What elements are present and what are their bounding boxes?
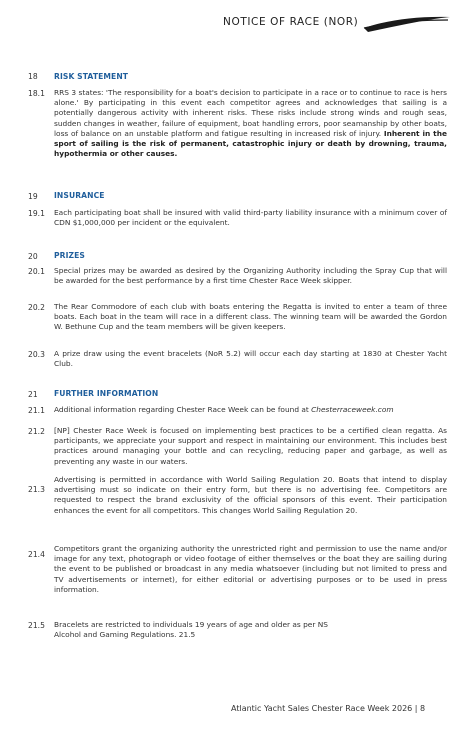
clause-text-18-1 [54, 88, 447, 159]
clause-number: 20.3 [28, 350, 45, 359]
clause-number: 18.1 [28, 89, 45, 98]
section-heading-prizes: PRIZES [54, 251, 86, 260]
clause-text-21-5 [54, 620, 447, 640]
page-footer: Atlantic Yacht Sales Chester Race Week 2026 | 8 [231, 704, 426, 713]
clause-text-plain: Additional information regarding Chester Race Week can be found at [54, 405, 312, 414]
clause-text-20-3: A prize draw using the event bracelets (NoR 5.2) will occur each day starting at 1830 at Chester Yacht Club. [54, 349, 447, 369]
clause-number: 21.3 [28, 485, 45, 494]
clause-number: 21.4 [28, 550, 45, 559]
section-heading-further-information: FURTHER INFORMATION [54, 389, 159, 398]
page-title: NOTICE OF RACE (NOR) [223, 16, 359, 28]
clause-number: 21.1 [28, 406, 45, 415]
clause-text-20-1: Special prizes may be awarded as desired by the Organizing Authority including the Spray Cup that will be awarded for the best performance by a first time Chester Race Week skipper. [54, 266, 447, 286]
clause-text-line: Alcohol and Gaming Regulations. 21.5 [54, 630, 196, 640]
section-heading-risk-statement: RISK STATEMENT [54, 72, 129, 81]
clause-text-plain: RRS 3 states: 'The responsibility for a boat's decision to participate in a race or to continue to race is hers alone.' By participating in this event each competitor agrees and acknowledges that sailing is a potentially dangerous activity with inherent risks. These risks include strong winds and rough seas, sudden changes in weather, failure of equipment, boat handling errors, poor seamanship by other boats, loss of balance on an unstable platform and fatigue resulting in increased risk of injury. [54, 88, 447, 138]
clause-number: 20.2 [28, 303, 45, 312]
clause-text-21-1 [54, 405, 447, 415]
website-link[interactable]: Chesterraceweek.com [311, 405, 394, 414]
clause-number: 19.1 [28, 209, 45, 218]
clause-text-21-2: [NP] Chester Race Week is focused on implementing best practices to be a certified clean regatta. As participants, we appreciate your support and respect in maintaining our environment. This includes best practices around managing your bottle and can recycling, reducing paper and garbage, as well as preventing any waste in our waters. [54, 426, 447, 466]
clause-text-bold: Inherent in the sport of sailing is the risk of permanent, catastrophic injury or death by drowning, trauma, hypothermia or other causes. [54, 128, 447, 159]
swoosh-logo-icon [362, 14, 452, 34]
clause-number: 21.2 [28, 427, 45, 436]
clause-number: 21.5 [28, 621, 45, 630]
clause-text-21-4: Competitors grant the organizing authority the unrestricted right and permission to use the name and/or image for any text, photograph or video footage of either themselves or the boat they are sailing during the event to be published or broadcast in any media whatsoever (including but not limited to press and TV advertisements or internet), for either editorial or advertising purposes or to be used in press information. [54, 544, 447, 594]
clause-text-20-2: The Rear Commodore of each club with boats entering the Regatta is invited to enter a team of three boats. Each boat in the team will race in a different class. The winning team will be awarded the Gordon W. Bethune Cup and the team members will be given keepers. [54, 302, 447, 332]
section-heading-insurance: INSURANCE [54, 191, 105, 200]
section-number: 20 [28, 252, 38, 261]
clause-text-line: Bracelets are restricted to individuals 19 years of age and older as per NS [54, 620, 328, 629]
section-number: 21 [28, 390, 38, 399]
clause-text-21-3: Advertising is permitted in accordance with World Sailing Regulation 20. Boats that intend to display advertising must so indicate on their entry form, but there is no advertising fee. Competitors are requested to respect the brand exclusivity of the official sponsors of this event. Their participation enhances the event for all competitors. This changes World Sailing Regulation 20. [54, 475, 447, 515]
clause-number: 20.1 [28, 267, 45, 276]
clause-text-19-1: Each participating boat shall be insured with valid third-party liability insurance with a minimum cover of CDN $1,000,000 per incident or the equivalent. [54, 208, 447, 228]
section-number: 18 [28, 72, 38, 81]
section-number: 19 [28, 192, 38, 201]
